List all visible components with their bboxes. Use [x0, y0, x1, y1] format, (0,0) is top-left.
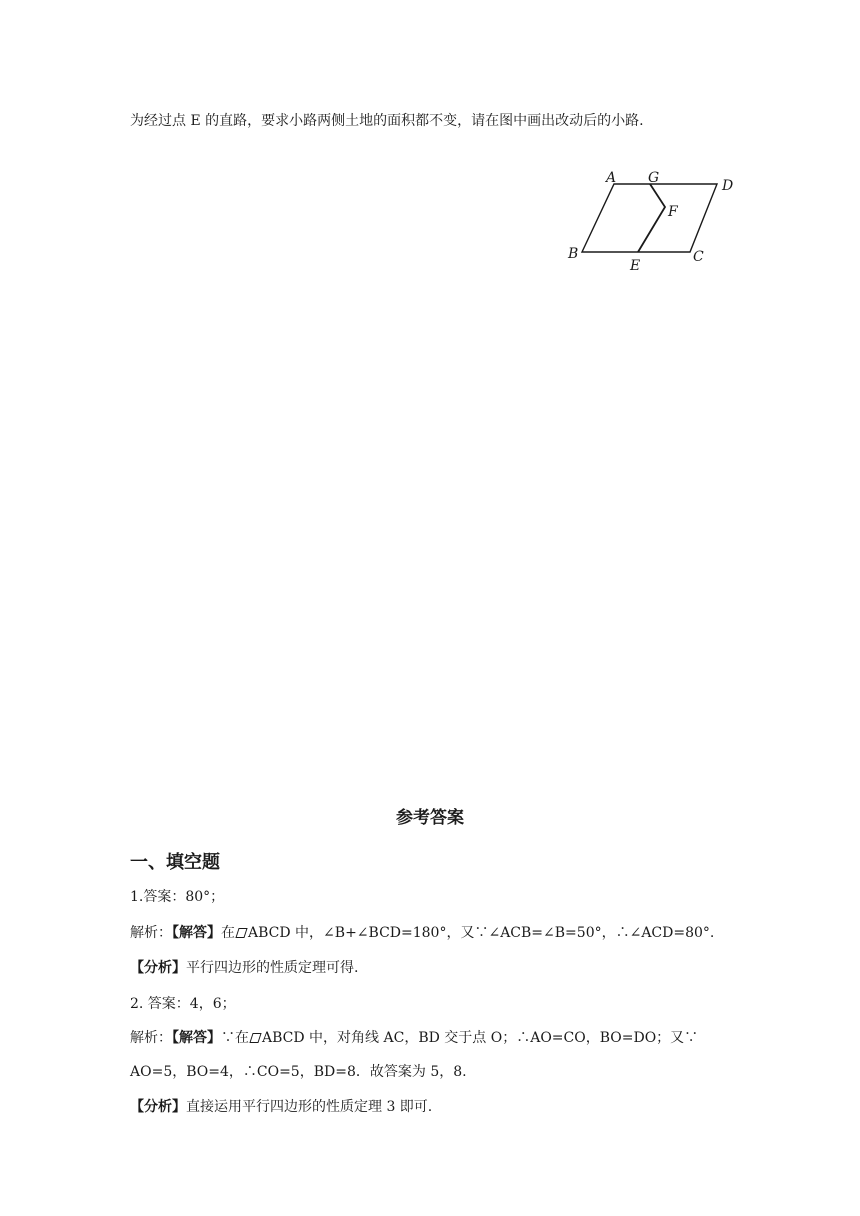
answers-title: 参考答案 — [396, 808, 464, 828]
q1-answer: 1.答案：80°； — [130, 889, 225, 905]
label-f: F — [668, 204, 678, 220]
q1-analysis-prefix: 解析： — [130, 925, 172, 941]
parallelogram-abcd — [582, 184, 717, 252]
q2-analysis-pre: ∵在 — [221, 1030, 249, 1046]
label-d: D — [722, 178, 734, 194]
q2-analysis-body: ABCD 中，对角线 AC，BD 交于点 O；∴AO=CO，BO=DO；又∵ — [262, 1030, 699, 1046]
q2-jieda-tag: 【解答】 — [172, 1030, 221, 1046]
parallelogram-symbol-icon — [236, 927, 246, 937]
q1-fenxi-text: 平行四边形的性质定理可得. — [186, 960, 359, 976]
q2-analysis-prefix: 解析： — [130, 1030, 172, 1046]
q1-fenxi — [130, 958, 358, 978]
q1-fenxi-tag: 【分析】 — [130, 960, 186, 976]
q2-analysis — [130, 1028, 698, 1048]
q2-analysis-continued: AO=5，BO=4，∴CO=5，BD=8．故答案为 5，8. — [130, 1064, 467, 1080]
question-text: 为经过点 E 的直路，要求小路两侧土地的面积都不变，请在图中画出改动后的小路. — [130, 113, 644, 129]
q1-analysis — [130, 923, 714, 943]
q1-jieda-tag: 【解答】 — [172, 925, 221, 941]
label-a: A — [606, 170, 617, 186]
q2-fenxi — [130, 1097, 432, 1117]
label-c: C — [693, 249, 704, 265]
label-g: G — [648, 170, 660, 186]
q1-analysis-pre: 在 — [221, 925, 235, 941]
parallelogram-figure — [562, 166, 762, 276]
section-heading: 一、填空题 — [130, 852, 220, 873]
q2-fenxi-tag: 【分析】 — [130, 1099, 186, 1115]
q2-fenxi-text: 直接运用平行四边形的性质定理 3 即可. — [186, 1099, 433, 1115]
path-gfe — [638, 184, 665, 252]
label-b: B — [568, 246, 579, 262]
q2-answer: 2. 答案：4，6； — [130, 996, 236, 1012]
label-e: E — [630, 258, 641, 274]
parallelogram-symbol-icon — [250, 1032, 260, 1042]
q1-analysis-body: ABCD 中，∠B+∠BCD=180°，又∵∠ACB=∠B=50°，∴∠ACD=80°. — [248, 925, 715, 941]
